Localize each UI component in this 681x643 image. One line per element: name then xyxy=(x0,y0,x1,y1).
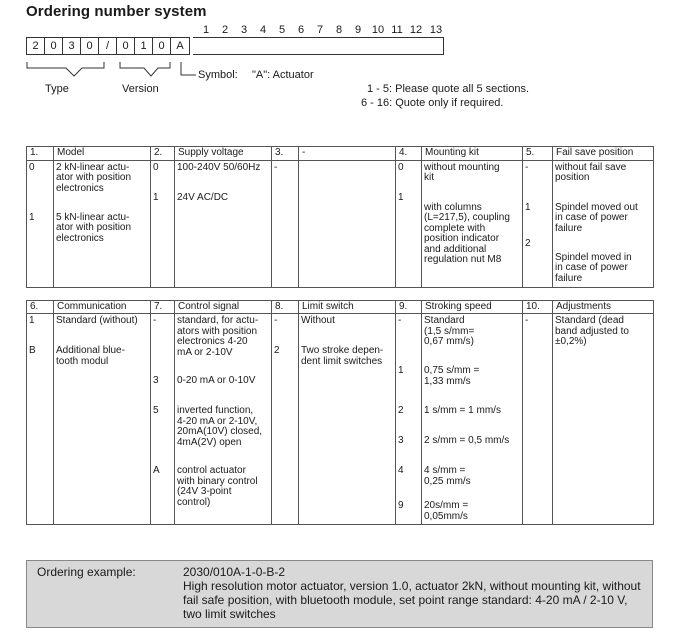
option-text: Standard (without) xyxy=(56,315,138,326)
digit-number: 9 xyxy=(354,24,362,36)
digit-number: 10 xyxy=(371,24,385,36)
option-code: - xyxy=(398,315,402,326)
option-text: 4 s/mm = 0,25 mm/s xyxy=(424,465,471,487)
code-box: 0 xyxy=(45,38,63,54)
type-brace xyxy=(26,60,226,82)
code-box: 1 xyxy=(135,38,153,54)
option-code: 4 xyxy=(398,465,404,476)
option-text: without fail save position xyxy=(555,161,627,183)
code-cell xyxy=(27,314,54,525)
option-code: 3 xyxy=(398,435,404,446)
empty-code-field xyxy=(193,37,444,55)
option-code: 1 xyxy=(153,191,159,203)
code-box: 2 xyxy=(27,38,45,54)
option-text: Standard (dead band adjusted to ±0,2%) xyxy=(555,315,629,347)
example-content xyxy=(183,565,649,621)
code-box: 0 xyxy=(81,38,99,54)
option-text: 24V AC/DC xyxy=(177,191,229,203)
option-code: 2 xyxy=(274,345,280,356)
option-text: 1 s/mm = 1 mm/s xyxy=(424,405,501,416)
digit-number: 2 xyxy=(221,24,229,36)
code-box: 3 xyxy=(63,38,81,54)
spacer-cell xyxy=(27,287,654,300)
table-row xyxy=(27,314,654,525)
digit-number: 12 xyxy=(409,24,423,36)
option-text: Additional blue- tooth modul xyxy=(56,345,125,367)
option-code: 2 xyxy=(525,237,531,249)
option-text: Spindel moved in in case of power failure xyxy=(555,251,632,284)
option-text: 2 s/mm = 0,5 mm/s xyxy=(424,435,510,446)
option-text: control actuator with binary control (24V 3-point control) xyxy=(177,465,258,508)
code-box: / xyxy=(99,38,117,54)
option-text: Without xyxy=(301,315,335,326)
option-cell xyxy=(299,160,396,287)
option-text: 2 kN-linear actu- ator with position electronics xyxy=(56,161,132,194)
option-cell xyxy=(54,160,151,287)
digit-number: 8 xyxy=(335,24,343,36)
header-num: 1. xyxy=(27,147,54,161)
example-description: High resolution motor actuator, version 1.0, actuator 2kN, without mounting kit, without fail safe position, with bluetooth module, set point range standard: 4-20 mA / 2-10 V, two limit switches xyxy=(183,579,641,621)
header-name: Adjustments xyxy=(553,300,654,314)
symbol-label: Symbol: xyxy=(198,69,238,81)
code-cell xyxy=(151,314,175,525)
option-cell xyxy=(54,314,151,525)
option-code: B xyxy=(29,345,36,356)
note-row xyxy=(367,83,529,95)
header-num: 3. xyxy=(272,147,299,161)
option-code: 0 xyxy=(153,161,159,173)
option-code: 1 xyxy=(29,315,35,326)
version-label: Version xyxy=(122,83,159,95)
header-name: Stroking speed xyxy=(422,300,523,314)
option-code: 0 xyxy=(29,161,35,173)
option-code: A xyxy=(153,465,160,476)
header-name: Control signal xyxy=(175,300,272,314)
header-num: 4. xyxy=(396,147,422,161)
option-code: 2 xyxy=(398,405,404,416)
option-code: - xyxy=(525,161,529,173)
header-num: 2. xyxy=(151,147,175,161)
note-range: 1 - 5 xyxy=(367,83,390,95)
ordering-code-boxes xyxy=(26,37,190,55)
header-num: 6. xyxy=(27,300,54,314)
type-label: Type xyxy=(45,83,69,95)
header-name: Fail save position xyxy=(553,147,654,161)
option-cell xyxy=(175,314,272,525)
digit-number: 13 xyxy=(429,24,443,36)
option-code: 5 xyxy=(153,405,159,416)
option-code: 1 xyxy=(398,365,404,376)
option-cell xyxy=(422,314,523,525)
example-code: 2030/010A-1-0-B-2 xyxy=(183,565,286,579)
header-name: Supply voltage xyxy=(175,147,272,161)
option-code: - xyxy=(153,315,157,326)
header-num: 9. xyxy=(396,300,422,314)
ordering-table xyxy=(26,146,654,525)
option-text: Spindel moved out in case of power failure xyxy=(555,201,638,234)
option-text: 0-20 mA or 0-10V xyxy=(177,375,256,386)
code-box: A xyxy=(176,40,184,52)
code-cell xyxy=(523,314,553,525)
code-cell xyxy=(151,160,175,287)
code-cell xyxy=(272,314,299,525)
note-text: : Please quote all 5 sections. xyxy=(389,83,530,95)
option-text: Two stroke depen- dent limit switches xyxy=(301,345,384,367)
option-text: Standard (1,5 s/mm= 0,67 mm/s) xyxy=(424,315,475,347)
table-header-row xyxy=(27,300,654,314)
digit-number: 4 xyxy=(259,24,267,36)
option-text: with columns (L=217,5), coupling complete with position indicator and additional regulation nut M8 xyxy=(424,201,510,265)
code-cell xyxy=(27,160,54,287)
option-code: 1 xyxy=(525,201,531,213)
option-code: - xyxy=(274,315,278,326)
digit-number: 6 xyxy=(297,24,305,36)
example-label: Ordering example: xyxy=(37,565,136,579)
header-name: Mounting kit xyxy=(422,147,523,161)
code-cell xyxy=(523,160,553,287)
page-title: Ordering number system xyxy=(26,3,207,20)
header-name: Limit switch xyxy=(299,300,396,314)
symbol-value: "A": Actuator xyxy=(252,69,314,81)
code-cell xyxy=(272,160,299,287)
option-code: - xyxy=(525,315,529,326)
option-code: 0 xyxy=(398,161,404,173)
note-text: : Quote only if required. xyxy=(389,97,504,109)
option-code: 9 xyxy=(398,500,404,511)
option-text: 100-240V 50/60Hz xyxy=(177,161,261,173)
header-num: 7. xyxy=(151,300,175,314)
code-box: 0 xyxy=(153,38,171,54)
table-header-row xyxy=(27,147,654,161)
option-text: 0,75 s/mm = 1,33 mm/s xyxy=(424,365,480,387)
option-text: inverted function, 4-20 mA or 2-10V, 20mA(10V) closed, 4mA(2V) open xyxy=(177,405,263,448)
header-num: 8. xyxy=(272,300,299,314)
table-spacer-row xyxy=(27,287,654,300)
option-text: 20s/mm = 0,05mm/s xyxy=(424,500,469,522)
header-name: Model xyxy=(54,147,151,161)
code-cell xyxy=(396,314,422,525)
option-code: 1 xyxy=(29,211,35,223)
option-code: 1 xyxy=(398,191,404,203)
option-cell xyxy=(299,314,396,525)
option-code: - xyxy=(274,161,278,173)
digit-number: 1 xyxy=(202,24,210,36)
header-num: 5. xyxy=(523,147,553,161)
header-name: Communication xyxy=(54,300,151,314)
header-num: 10. xyxy=(523,300,553,314)
option-cell xyxy=(553,160,654,287)
option-code: 3 xyxy=(153,375,159,386)
option-text: standard, for actu- ators with position electronics 4-20 mA or 2-10V xyxy=(177,315,259,358)
table-row xyxy=(27,160,654,287)
note-row xyxy=(361,97,503,109)
digit-number: 3 xyxy=(240,24,248,36)
ordering-example-box xyxy=(26,560,653,628)
option-cell xyxy=(175,160,272,287)
option-cell xyxy=(553,314,654,525)
code-cell xyxy=(396,160,422,287)
header-name: - xyxy=(299,147,396,161)
code-box: 0 xyxy=(117,38,135,54)
digit-number: 5 xyxy=(278,24,286,36)
option-cell xyxy=(422,160,523,287)
option-text: 5 kN-linear actu- ator with position electronics xyxy=(56,211,132,244)
note-range: 6 - 16 xyxy=(361,97,390,109)
digit-number: 7 xyxy=(316,24,324,36)
option-text: without mounting kit xyxy=(424,161,500,183)
digit-number: 11 xyxy=(391,24,403,36)
